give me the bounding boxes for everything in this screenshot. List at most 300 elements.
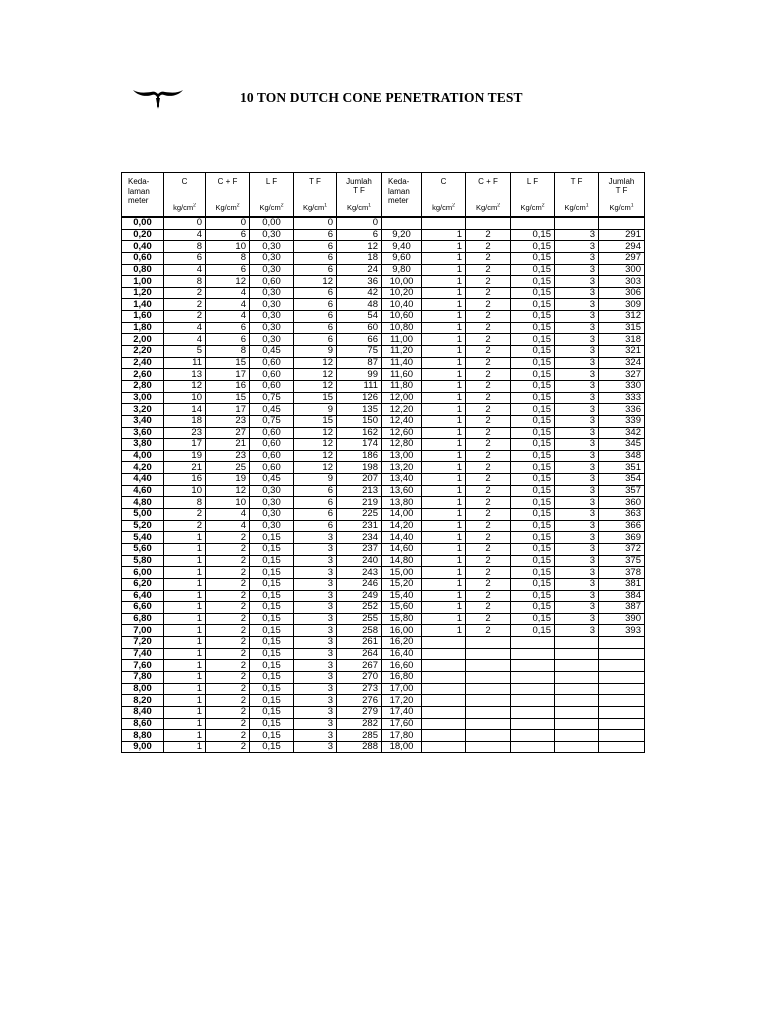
table-cell bbox=[422, 706, 466, 718]
table-cell: 1 bbox=[422, 555, 466, 567]
column-header: T F bbox=[555, 173, 599, 204]
table-cell: 0,15 bbox=[511, 532, 555, 544]
table-cell: 14,20 bbox=[382, 520, 422, 532]
table-cell: 2,60 bbox=[122, 369, 164, 381]
table-cell: 366 bbox=[599, 520, 645, 532]
table-cell: 66 bbox=[337, 334, 382, 346]
table-cell: 354 bbox=[599, 474, 645, 486]
table-cell: 237 bbox=[337, 543, 382, 555]
table-cell: 16,80 bbox=[382, 671, 422, 683]
table-cell: 276 bbox=[337, 695, 382, 707]
table-cell: 345 bbox=[599, 439, 645, 451]
table-cell: 12 bbox=[294, 369, 337, 381]
table-cell: 8 bbox=[164, 497, 206, 509]
table-cell: 0,15 bbox=[511, 602, 555, 614]
table-header bbox=[122, 173, 645, 218]
table-cell: 14,40 bbox=[382, 532, 422, 544]
table-cell: 0,15 bbox=[511, 439, 555, 451]
table-cell: 3 bbox=[555, 264, 599, 276]
table-cell: 14,00 bbox=[382, 509, 422, 521]
table-cell: 378 bbox=[599, 567, 645, 579]
table-cell: 1 bbox=[422, 334, 466, 346]
table-cell: 1 bbox=[422, 590, 466, 602]
table-row bbox=[122, 404, 645, 416]
table-cell bbox=[422, 683, 466, 695]
table-cell bbox=[511, 718, 555, 730]
table-cell: 2 bbox=[466, 322, 511, 334]
table-row bbox=[122, 637, 645, 649]
bull-horns-logo-icon bbox=[132, 84, 184, 110]
table-cell: 231 bbox=[337, 520, 382, 532]
table-cell bbox=[422, 671, 466, 683]
table-cell: 17 bbox=[206, 404, 250, 416]
column-header: T F bbox=[294, 173, 337, 204]
table-cell: 54 bbox=[337, 311, 382, 323]
table-cell: 1 bbox=[422, 380, 466, 392]
table-cell: 3 bbox=[294, 671, 337, 683]
table-cell: 1 bbox=[164, 567, 206, 579]
table-cell: 2 bbox=[466, 241, 511, 253]
table-cell: 342 bbox=[599, 427, 645, 439]
table-cell: 3 bbox=[555, 334, 599, 346]
table-cell: 6 bbox=[206, 334, 250, 346]
table-cell: 360 bbox=[599, 497, 645, 509]
table-cell: 2 bbox=[206, 718, 250, 730]
table-cell bbox=[599, 671, 645, 683]
table-cell: 1 bbox=[422, 311, 466, 323]
table-cell: 6 bbox=[294, 299, 337, 311]
table-cell: 3 bbox=[294, 637, 337, 649]
table-cell: 0,15 bbox=[250, 613, 294, 625]
table-cell: 339 bbox=[599, 415, 645, 427]
table-cell: 258 bbox=[337, 625, 382, 637]
table-cell: 3 bbox=[555, 555, 599, 567]
table-cell: 0,15 bbox=[511, 427, 555, 439]
table-cell: 3 bbox=[555, 625, 599, 637]
table-cell: 3 bbox=[294, 613, 337, 625]
table-cell: 0,15 bbox=[511, 497, 555, 509]
table-cell: 294 bbox=[599, 241, 645, 253]
table-cell: 1 bbox=[422, 229, 466, 241]
table-cell bbox=[599, 730, 645, 742]
table-cell: 2 bbox=[466, 334, 511, 346]
table-cell: 2 bbox=[466, 404, 511, 416]
table-cell: 2 bbox=[206, 648, 250, 660]
table-cell: 0,15 bbox=[250, 602, 294, 614]
table-cell bbox=[466, 718, 511, 730]
table-cell: 8,40 bbox=[122, 706, 164, 718]
table-cell: 1 bbox=[422, 462, 466, 474]
table-cell: 3 bbox=[555, 613, 599, 625]
table-cell bbox=[599, 660, 645, 672]
table-cell bbox=[422, 217, 466, 229]
column-unit: $Kg/cm^2$ bbox=[206, 203, 250, 217]
table-cell: 24 bbox=[337, 264, 382, 276]
table-cell: 15 bbox=[206, 357, 250, 369]
table-cell: 3,40 bbox=[122, 415, 164, 427]
table-cell: 3 bbox=[555, 427, 599, 439]
table-cell bbox=[511, 217, 555, 229]
column-unit: $Kg/cm^2$ bbox=[250, 203, 294, 217]
table-cell: 351 bbox=[599, 462, 645, 474]
table-cell: 12 bbox=[294, 380, 337, 392]
table-row bbox=[122, 322, 645, 334]
table-cell: 17,20 bbox=[382, 695, 422, 707]
table-cell: 126 bbox=[337, 392, 382, 404]
table-cell: 2 bbox=[466, 590, 511, 602]
table-cell: 0,15 bbox=[250, 648, 294, 660]
table-cell: 3 bbox=[294, 730, 337, 742]
column-header: C + F bbox=[206, 173, 250, 204]
table-cell: 0,15 bbox=[250, 637, 294, 649]
table-cell bbox=[422, 730, 466, 742]
table-cell: 3 bbox=[555, 439, 599, 451]
table-cell: 4 bbox=[164, 322, 206, 334]
table-cell: 0,15 bbox=[511, 520, 555, 532]
table-cell bbox=[555, 648, 599, 660]
table-cell: 8,00 bbox=[122, 683, 164, 695]
table-cell: 17,40 bbox=[382, 706, 422, 718]
table-cell: 1 bbox=[164, 741, 206, 753]
table-cell bbox=[555, 741, 599, 753]
table-cell: 1,80 bbox=[122, 322, 164, 334]
table-cell: 2 bbox=[466, 497, 511, 509]
table-cell: 0,15 bbox=[511, 346, 555, 358]
table-cell bbox=[555, 706, 599, 718]
table-cell: 0,30 bbox=[250, 334, 294, 346]
table-cell: 17 bbox=[206, 369, 250, 381]
table-cell: 1 bbox=[164, 555, 206, 567]
table-cell: 6 bbox=[294, 322, 337, 334]
table-cell: 0,15 bbox=[511, 264, 555, 276]
table-cell: 6 bbox=[337, 229, 382, 241]
table-cell: 1 bbox=[164, 543, 206, 555]
table-cell: 3 bbox=[294, 578, 337, 590]
table-cell: 2 bbox=[206, 578, 250, 590]
table-row bbox=[122, 625, 645, 637]
table-cell: 0,15 bbox=[511, 229, 555, 241]
table-cell: 0,75 bbox=[250, 392, 294, 404]
column-unit: $Kg/cm^1$ bbox=[294, 203, 337, 217]
table-cell: 6 bbox=[294, 264, 337, 276]
table-cell: 1 bbox=[422, 509, 466, 521]
table-cell: 303 bbox=[599, 276, 645, 288]
table-cell: 0,15 bbox=[511, 287, 555, 299]
table-cell: 6 bbox=[294, 509, 337, 521]
table-cell: 13,80 bbox=[382, 497, 422, 509]
table-cell: 15,00 bbox=[382, 567, 422, 579]
table-cell: 1 bbox=[422, 485, 466, 497]
table-row bbox=[122, 613, 645, 625]
table-cell bbox=[511, 695, 555, 707]
table-cell: 279 bbox=[337, 706, 382, 718]
table-cell: 2 bbox=[466, 427, 511, 439]
table-cell: 0,15 bbox=[511, 322, 555, 334]
table-cell: 0,15 bbox=[250, 671, 294, 683]
table-cell: 2 bbox=[206, 567, 250, 579]
table-cell: 0,30 bbox=[250, 485, 294, 497]
table-cell: 6,40 bbox=[122, 590, 164, 602]
table-cell: 0,15 bbox=[511, 555, 555, 567]
table-cell: 10 bbox=[206, 241, 250, 253]
table-cell: 225 bbox=[337, 509, 382, 521]
table-cell: 1 bbox=[422, 415, 466, 427]
table-cell: 1 bbox=[422, 357, 466, 369]
table-cell: 10 bbox=[164, 392, 206, 404]
table-row bbox=[122, 718, 645, 730]
table-cell: 2 bbox=[466, 311, 511, 323]
table-cell: 19 bbox=[164, 450, 206, 462]
column-header: Jumlah T F bbox=[599, 173, 645, 204]
table-cell: 6 bbox=[164, 252, 206, 264]
table-cell: 2 bbox=[206, 730, 250, 742]
table-cell: 12 bbox=[294, 439, 337, 451]
table-cell bbox=[382, 217, 422, 229]
table-cell: 1 bbox=[422, 427, 466, 439]
table-cell: 19 bbox=[206, 474, 250, 486]
table-cell: 0,60 bbox=[122, 252, 164, 264]
table-cell: 3 bbox=[555, 252, 599, 264]
table-cell: 3 bbox=[555, 287, 599, 299]
table-cell: 1 bbox=[422, 264, 466, 276]
table-cell: 219 bbox=[337, 497, 382, 509]
table-cell: 0,15 bbox=[250, 660, 294, 672]
table-cell: 15 bbox=[206, 392, 250, 404]
table-cell: 3 bbox=[555, 404, 599, 416]
table-cell: 0,15 bbox=[250, 741, 294, 753]
table-cell: 4,80 bbox=[122, 497, 164, 509]
table-cell: 0,15 bbox=[511, 450, 555, 462]
table-cell: 1 bbox=[164, 637, 206, 649]
table-cell: 246 bbox=[337, 578, 382, 590]
table-cell: 2 bbox=[466, 252, 511, 264]
table-cell: 273 bbox=[337, 683, 382, 695]
table-cell: 3 bbox=[555, 485, 599, 497]
table-cell bbox=[511, 637, 555, 649]
table-cell: 315 bbox=[599, 322, 645, 334]
column-unit: $kg/cm^2$ bbox=[164, 203, 206, 217]
table-cell: 10,60 bbox=[382, 311, 422, 323]
table-cell: 1 bbox=[164, 683, 206, 695]
table-cell: 1 bbox=[422, 450, 466, 462]
table-row bbox=[122, 276, 645, 288]
table-cell: 336 bbox=[599, 404, 645, 416]
table-cell: 0,45 bbox=[250, 474, 294, 486]
table-cell: 9 bbox=[294, 474, 337, 486]
table-cell: 0,15 bbox=[250, 718, 294, 730]
table-cell: 3 bbox=[555, 567, 599, 579]
table-cell: 42 bbox=[337, 287, 382, 299]
table-cell: 0,75 bbox=[250, 415, 294, 427]
table-cell bbox=[466, 637, 511, 649]
table-cell: 17,00 bbox=[382, 683, 422, 695]
table-cell: 6 bbox=[294, 520, 337, 532]
table-cell: 16,00 bbox=[382, 625, 422, 637]
table-row bbox=[122, 590, 645, 602]
table-cell bbox=[511, 741, 555, 753]
table-cell: 0 bbox=[337, 217, 382, 229]
table-cell: 36 bbox=[337, 276, 382, 288]
table-cell: 9 bbox=[294, 404, 337, 416]
table-cell bbox=[466, 706, 511, 718]
table-cell: 0,15 bbox=[250, 706, 294, 718]
table-cell: 2 bbox=[466, 474, 511, 486]
table-cell: 1 bbox=[422, 299, 466, 311]
table-cell: 1 bbox=[164, 625, 206, 637]
table-cell: 11,00 bbox=[382, 334, 422, 346]
table-cell: 0,60 bbox=[250, 380, 294, 392]
table-cell: 6 bbox=[206, 322, 250, 334]
column-unit: $kg/cm^2$ bbox=[422, 203, 466, 217]
table-cell bbox=[422, 695, 466, 707]
table-cell: 5 bbox=[164, 346, 206, 358]
table-row bbox=[122, 392, 645, 404]
table-cell: 3 bbox=[294, 625, 337, 637]
table-cell: 0,15 bbox=[511, 252, 555, 264]
table-cell: 0,15 bbox=[511, 404, 555, 416]
table-cell: 14,60 bbox=[382, 543, 422, 555]
table-cell: 0,30 bbox=[250, 241, 294, 253]
table-cell: 1 bbox=[164, 660, 206, 672]
table-cell: 0,60 bbox=[250, 427, 294, 439]
table-cell: 18 bbox=[337, 252, 382, 264]
table-cell bbox=[511, 648, 555, 660]
table-cell: 0,15 bbox=[511, 590, 555, 602]
table-cell: 1 bbox=[164, 706, 206, 718]
table-cell: 2 bbox=[466, 567, 511, 579]
table-cell: 0,15 bbox=[250, 683, 294, 695]
table-cell bbox=[599, 648, 645, 660]
table-cell: 1 bbox=[164, 718, 206, 730]
table-cell: 2 bbox=[466, 462, 511, 474]
table-cell: 264 bbox=[337, 648, 382, 660]
table-cell: 261 bbox=[337, 637, 382, 649]
table-cell: 3,60 bbox=[122, 427, 164, 439]
table-cell: 150 bbox=[337, 415, 382, 427]
table-cell: 6 bbox=[294, 334, 337, 346]
table-row bbox=[122, 509, 645, 521]
table-cell: 324 bbox=[599, 357, 645, 369]
table-cell: 1,20 bbox=[122, 287, 164, 299]
table-cell: 240 bbox=[337, 555, 382, 567]
table-row bbox=[122, 462, 645, 474]
table-cell: 12,60 bbox=[382, 427, 422, 439]
table-cell: 321 bbox=[599, 346, 645, 358]
table-cell: 3 bbox=[555, 346, 599, 358]
table-cell: 0,15 bbox=[511, 474, 555, 486]
table-cell: 12,40 bbox=[382, 415, 422, 427]
table-cell: 0,15 bbox=[511, 241, 555, 253]
table-cell bbox=[599, 695, 645, 707]
table-cell: 0,15 bbox=[511, 415, 555, 427]
table-cell: 381 bbox=[599, 578, 645, 590]
table-cell bbox=[599, 718, 645, 730]
table-cell: 48 bbox=[337, 299, 382, 311]
table-cell: 0,15 bbox=[511, 276, 555, 288]
table-cell: 333 bbox=[599, 392, 645, 404]
table-cell: 60 bbox=[337, 322, 382, 334]
table-row bbox=[122, 730, 645, 742]
table-cell: 0,15 bbox=[511, 311, 555, 323]
table-cell: 2 bbox=[164, 520, 206, 532]
table-cell bbox=[599, 217, 645, 229]
table-cell: 306 bbox=[599, 287, 645, 299]
table-cell bbox=[555, 730, 599, 742]
table-cell: 4 bbox=[206, 509, 250, 521]
table-cell: 6,20 bbox=[122, 578, 164, 590]
column-header: C bbox=[422, 173, 466, 204]
table-cell: 12 bbox=[337, 241, 382, 253]
table-row bbox=[122, 229, 645, 241]
table-cell: 0 bbox=[294, 217, 337, 229]
table-cell: 0,15 bbox=[511, 299, 555, 311]
table-cell: 2 bbox=[466, 602, 511, 614]
table-cell: 0,15 bbox=[511, 567, 555, 579]
table-cell: 111 bbox=[337, 380, 382, 392]
table-cell: 0 bbox=[164, 217, 206, 229]
table-cell: 3 bbox=[555, 299, 599, 311]
table-cell: 5,80 bbox=[122, 555, 164, 567]
table-cell: 0,15 bbox=[250, 695, 294, 707]
table-cell: 1 bbox=[422, 404, 466, 416]
table-cell bbox=[599, 683, 645, 695]
table-cell: 9 bbox=[294, 346, 337, 358]
table-row bbox=[122, 683, 645, 695]
table-row bbox=[122, 415, 645, 427]
table-cell: 13,40 bbox=[382, 474, 422, 486]
table-cell: 0,00 bbox=[122, 217, 164, 229]
table-cell: 3 bbox=[555, 311, 599, 323]
table-cell: 369 bbox=[599, 532, 645, 544]
table-cell: 135 bbox=[337, 404, 382, 416]
table-cell: 2 bbox=[466, 380, 511, 392]
column-header: L F bbox=[511, 173, 555, 204]
table-cell: 11,80 bbox=[382, 380, 422, 392]
table-cell: 309 bbox=[599, 299, 645, 311]
table-cell: 21 bbox=[206, 439, 250, 451]
table-row bbox=[122, 217, 645, 229]
table-cell: 2 bbox=[466, 578, 511, 590]
table-cell bbox=[511, 683, 555, 695]
table-cell: 5,00 bbox=[122, 509, 164, 521]
table-cell: 255 bbox=[337, 613, 382, 625]
table-cell: 9,40 bbox=[382, 241, 422, 253]
table-cell: 3 bbox=[555, 380, 599, 392]
table-cell: 1 bbox=[422, 276, 466, 288]
table-cell: 3 bbox=[555, 543, 599, 555]
table-cell bbox=[511, 730, 555, 742]
table-cell: 0,15 bbox=[250, 555, 294, 567]
table-cell: 3 bbox=[294, 532, 337, 544]
table-cell: 318 bbox=[599, 334, 645, 346]
table-cell: 27 bbox=[206, 427, 250, 439]
table-body bbox=[122, 217, 645, 753]
table-cell: 10 bbox=[206, 497, 250, 509]
table-cell: 6,80 bbox=[122, 613, 164, 625]
table-cell bbox=[555, 718, 599, 730]
page-title: 10 TON DUTCH CONE PENETRATION TEST bbox=[240, 90, 523, 105]
table-cell: 0,45 bbox=[250, 346, 294, 358]
table-cell: 3 bbox=[294, 648, 337, 660]
table-cell: 2 bbox=[466, 264, 511, 276]
table-row bbox=[122, 241, 645, 253]
table-cell: 18 bbox=[164, 415, 206, 427]
table-row bbox=[122, 450, 645, 462]
table-cell: 3 bbox=[555, 357, 599, 369]
column-header-depth: Keda- laman meter bbox=[382, 173, 422, 218]
table-cell: 0,30 bbox=[250, 287, 294, 299]
table-cell: 0,15 bbox=[511, 369, 555, 381]
